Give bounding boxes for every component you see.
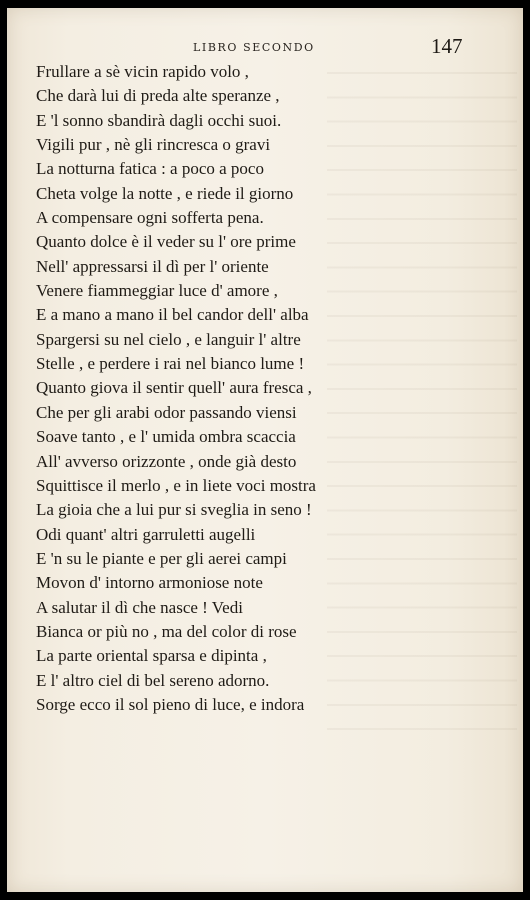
- verse-line: Vigili pur , nè gli rincresca o gravi: [36, 135, 271, 155]
- verse-line: E 'n su le piante e per gli aerei campi: [36, 548, 287, 568]
- page-header: [7, 34, 523, 58]
- verse-line: Soave tanto , e l' umida ombra scaccia: [36, 427, 296, 447]
- verse-line: Odi quant' altri garruletti augelli: [36, 524, 256, 544]
- verse-line: A compensare ogni sofferta pena.: [36, 208, 264, 228]
- verse-line: Stelle , e perdere i rai nel bianco lume !: [36, 354, 305, 374]
- verse-line: Nell' appressarsi il dì per l' oriente: [36, 256, 269, 276]
- running-head: LIBRO SECONDO: [193, 41, 315, 54]
- poem-text: [36, 60, 506, 717]
- verse-line: Spargersi su nel cielo , e languir l' altre: [36, 329, 301, 349]
- verse-line: La notturna fatica : a poco a poco: [36, 159, 264, 179]
- book-page: [7, 8, 523, 892]
- verse-line: A salutar il dì che nasce ! Vedi: [36, 597, 243, 617]
- verse-line: Quanto dolce è il veder su l' ore prime: [36, 232, 296, 252]
- verse-line: La gioia che a lui pur si sveglia in seno !: [36, 500, 312, 520]
- verse-line: Cheta volge la notte , e riede il giorno: [36, 183, 294, 203]
- page-number: 147: [431, 34, 463, 58]
- verse-line: Movon d' intorno armoniose note: [36, 573, 263, 593]
- verse-line: Quanto giova il sentir quell' aura fresca ,: [36, 378, 312, 398]
- verse-line: E l' altro ciel di bel sereno adorno.: [36, 670, 270, 690]
- verse-line: Frullare a sè vicin rapido volo ,: [36, 62, 249, 81]
- verse-line: Bianca or più no , ma del color di rose: [36, 621, 297, 641]
- verse-line: E 'l sonno sbandirà dagli occhi suoi.: [36, 110, 282, 130]
- verse-line: La parte oriental sparsa e dipinta ,: [36, 646, 267, 666]
- verse-line: Che per gli arabi odor passando viensi: [36, 402, 297, 422]
- verse-line: E a mano a mano il bel candor dell' alba: [36, 305, 309, 325]
- verse-line: Sorge ecco il sol pieno di luce, e indora: [36, 694, 305, 714]
- verse-line: All' avverso orizzonte , onde già desto: [36, 451, 297, 471]
- verse-line: Venere fiammeggiar luce d' amore ,: [36, 281, 278, 301]
- verse-line: Squittisce il merlo , e in liete voci mostra: [36, 475, 316, 495]
- verse-line: Che darà lui di preda alte speranze ,: [36, 86, 280, 106]
